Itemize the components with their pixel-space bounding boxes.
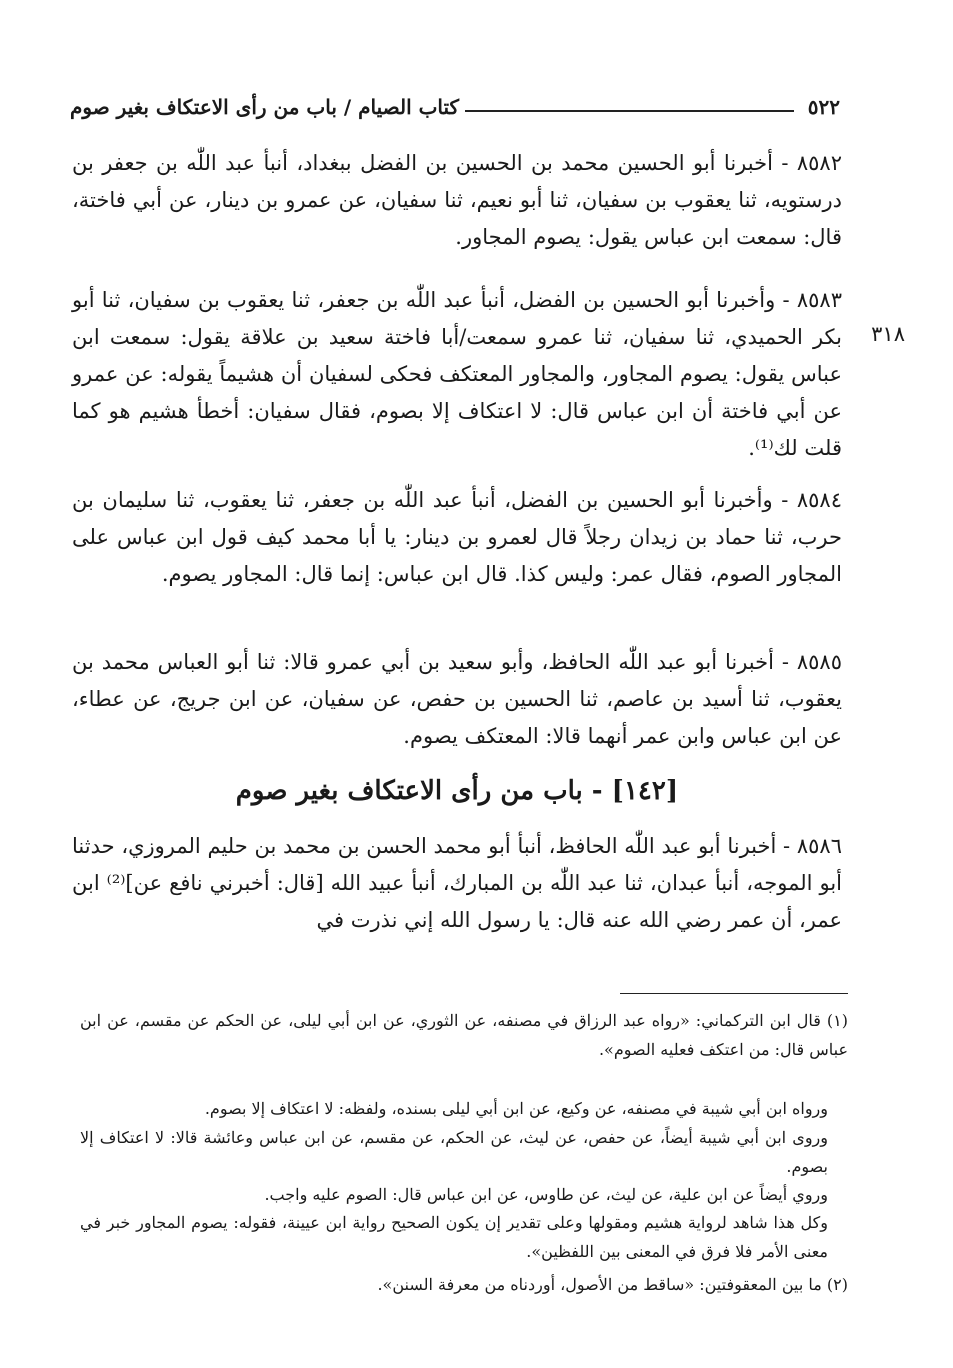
- hadith-8585: ٨٥٨٥ - أخبرنا أبو عبد اللّٰه الحافظ، وأبو سعيد بن أبي عمرو قالا: ثنا أبو العباس محمد بن يعقوب، ثنا أسيد بن عاصم، ثنا الحسين بن حفص، عن سفيان، عن ابن جريج، عن عطاء، عن ابن عباس وابن عمر أنهما قالا: المعتكف يصوم.: [72, 650, 842, 748]
- running-header: [70, 90, 840, 124]
- hadith-8583: ٨٥٨٣ - وأخبرنا أبو الحسين بن الفضل، أنبأ عبد اللّٰه بن جعفر، ثنا يعقوب بن سفيان، ثنا أبو بكر الحميدي، ثنا سفيان، ثنا عمرو سمعت/أبا فاختة سعيد بن علاقة يقول: سمعت ابن عباس يقول: يصوم المجاور، والمجاور المعتكف فحكى لسفيان أن هشيماً يقوله: عن عمرو عن أبي فاختة أن ابن عباس قال: لا اعتكاف إلا بصوم، فقال سفيان: أخطأ هشيم هو كما قلت لك⁽¹⁾.: [72, 288, 842, 460]
- footnote-1-continuation: وكل هذا شاهد لرواية هشيم ومقولها وعلى تقدير إن يكون الصحيح رواية ابن عيينة، فقوله: يصوم المجاور خبر في معنى الأمر فلا فرق في المعنى بين اللفظين».: [80, 1213, 828, 1261]
- running-title: كتاب الصيام / باب من رأى الاعتكاف بغير صوم: [70, 95, 460, 119]
- hadith-8582: ٨٥٨٢ - أخبرنا أبو الحسين محمد بن الحسين بن الفضل ببغداد، أنبأ عبد اللّٰه بن جعفر بن درستويه، ثنا يعقوب بن سفيان، ثنا أبو نعيم، ثنا سفيان، عن عمرو بن دينار، عن أبي فاختة، قال: سمعت ابن عباس يقول: يصوم المجاور.: [72, 151, 842, 249]
- footnote-1-continuation: ورواه ابن أبي شيبة في مصنفه، عن وكيع، عن ابن أبي ليلى بسنده، ولفظه: لا اعتكاف إلا بصوم.: [204, 1099, 828, 1118]
- hadith-8586: ٨٥٨٦ - أخبرنا أبو عبد اللّٰه الحافظ، أنبأ أبو محمد الحسن بن محمد بن حليم المروزي، حدثنا أبو الموجه، أنبأ عبدان، ثنا عبد اللّٰه بن المبارك، أنبأ عبيد الله [قال: أخبرني نافع عن]⁽²⁾ ابن عمر، أن عمر رضي الله عنه قال: يا رسول الله إني نذرت في: [72, 834, 843, 932]
- footnote-2: (٢) ما بين المعقوفتين: «ساقط من الأصول، أوردناه من معرفة السنن».: [377, 1275, 848, 1294]
- footnote-separator: [620, 993, 848, 994]
- chapter-heading: [١٤٢] - باب من رأى الاعتكاف بغير صوم: [235, 776, 679, 806]
- page-number: ٥٢٢: [807, 95, 840, 119]
- hadith-8584: ٨٥٨٤ - وأخبرنا أبو الحسين بن الفضل، أنبأ عبد اللّٰه بن جعفر، ثنا يعقوب، ثنا سليمان بن حرب، ثنا حماد بن زيدان رجلاً قال لعمرو بن دينار: يا أبا محمد كيف قول ابن عباس على المجاور الصوم، فقال عمر: وليس كذا. قال ابن عباس: إنما قال: المجاور يصوم.: [72, 488, 842, 586]
- margin-page-reference: ٣١٨: [871, 322, 905, 346]
- footnote-1-continuation: وروى ابن أبي شيبة أيضاً، عن حفص، عن ليث، عن الحكم، عن مقسم، عن ابن عباس وعائشة قالا: لا اعتكاف إلا بصوم.: [80, 1128, 828, 1176]
- footnote-1-continuation: وروي أيضاً عن ابن علية، عن ليث، عن طاوس، عن ابن عباس قال: الصوم عليه واجب.: [264, 1185, 828, 1204]
- footnote-1: (١) قال ابن التركماني: «رواه عبد الرزاق في مصنفه، عن الثوري، عن ابن أبي ليلى، عن الحكم عن مقسم، عن ابن عباس قال: من اعتكف فعليه الصوم».: [80, 1011, 848, 1059]
- header-rule: [465, 110, 794, 112]
